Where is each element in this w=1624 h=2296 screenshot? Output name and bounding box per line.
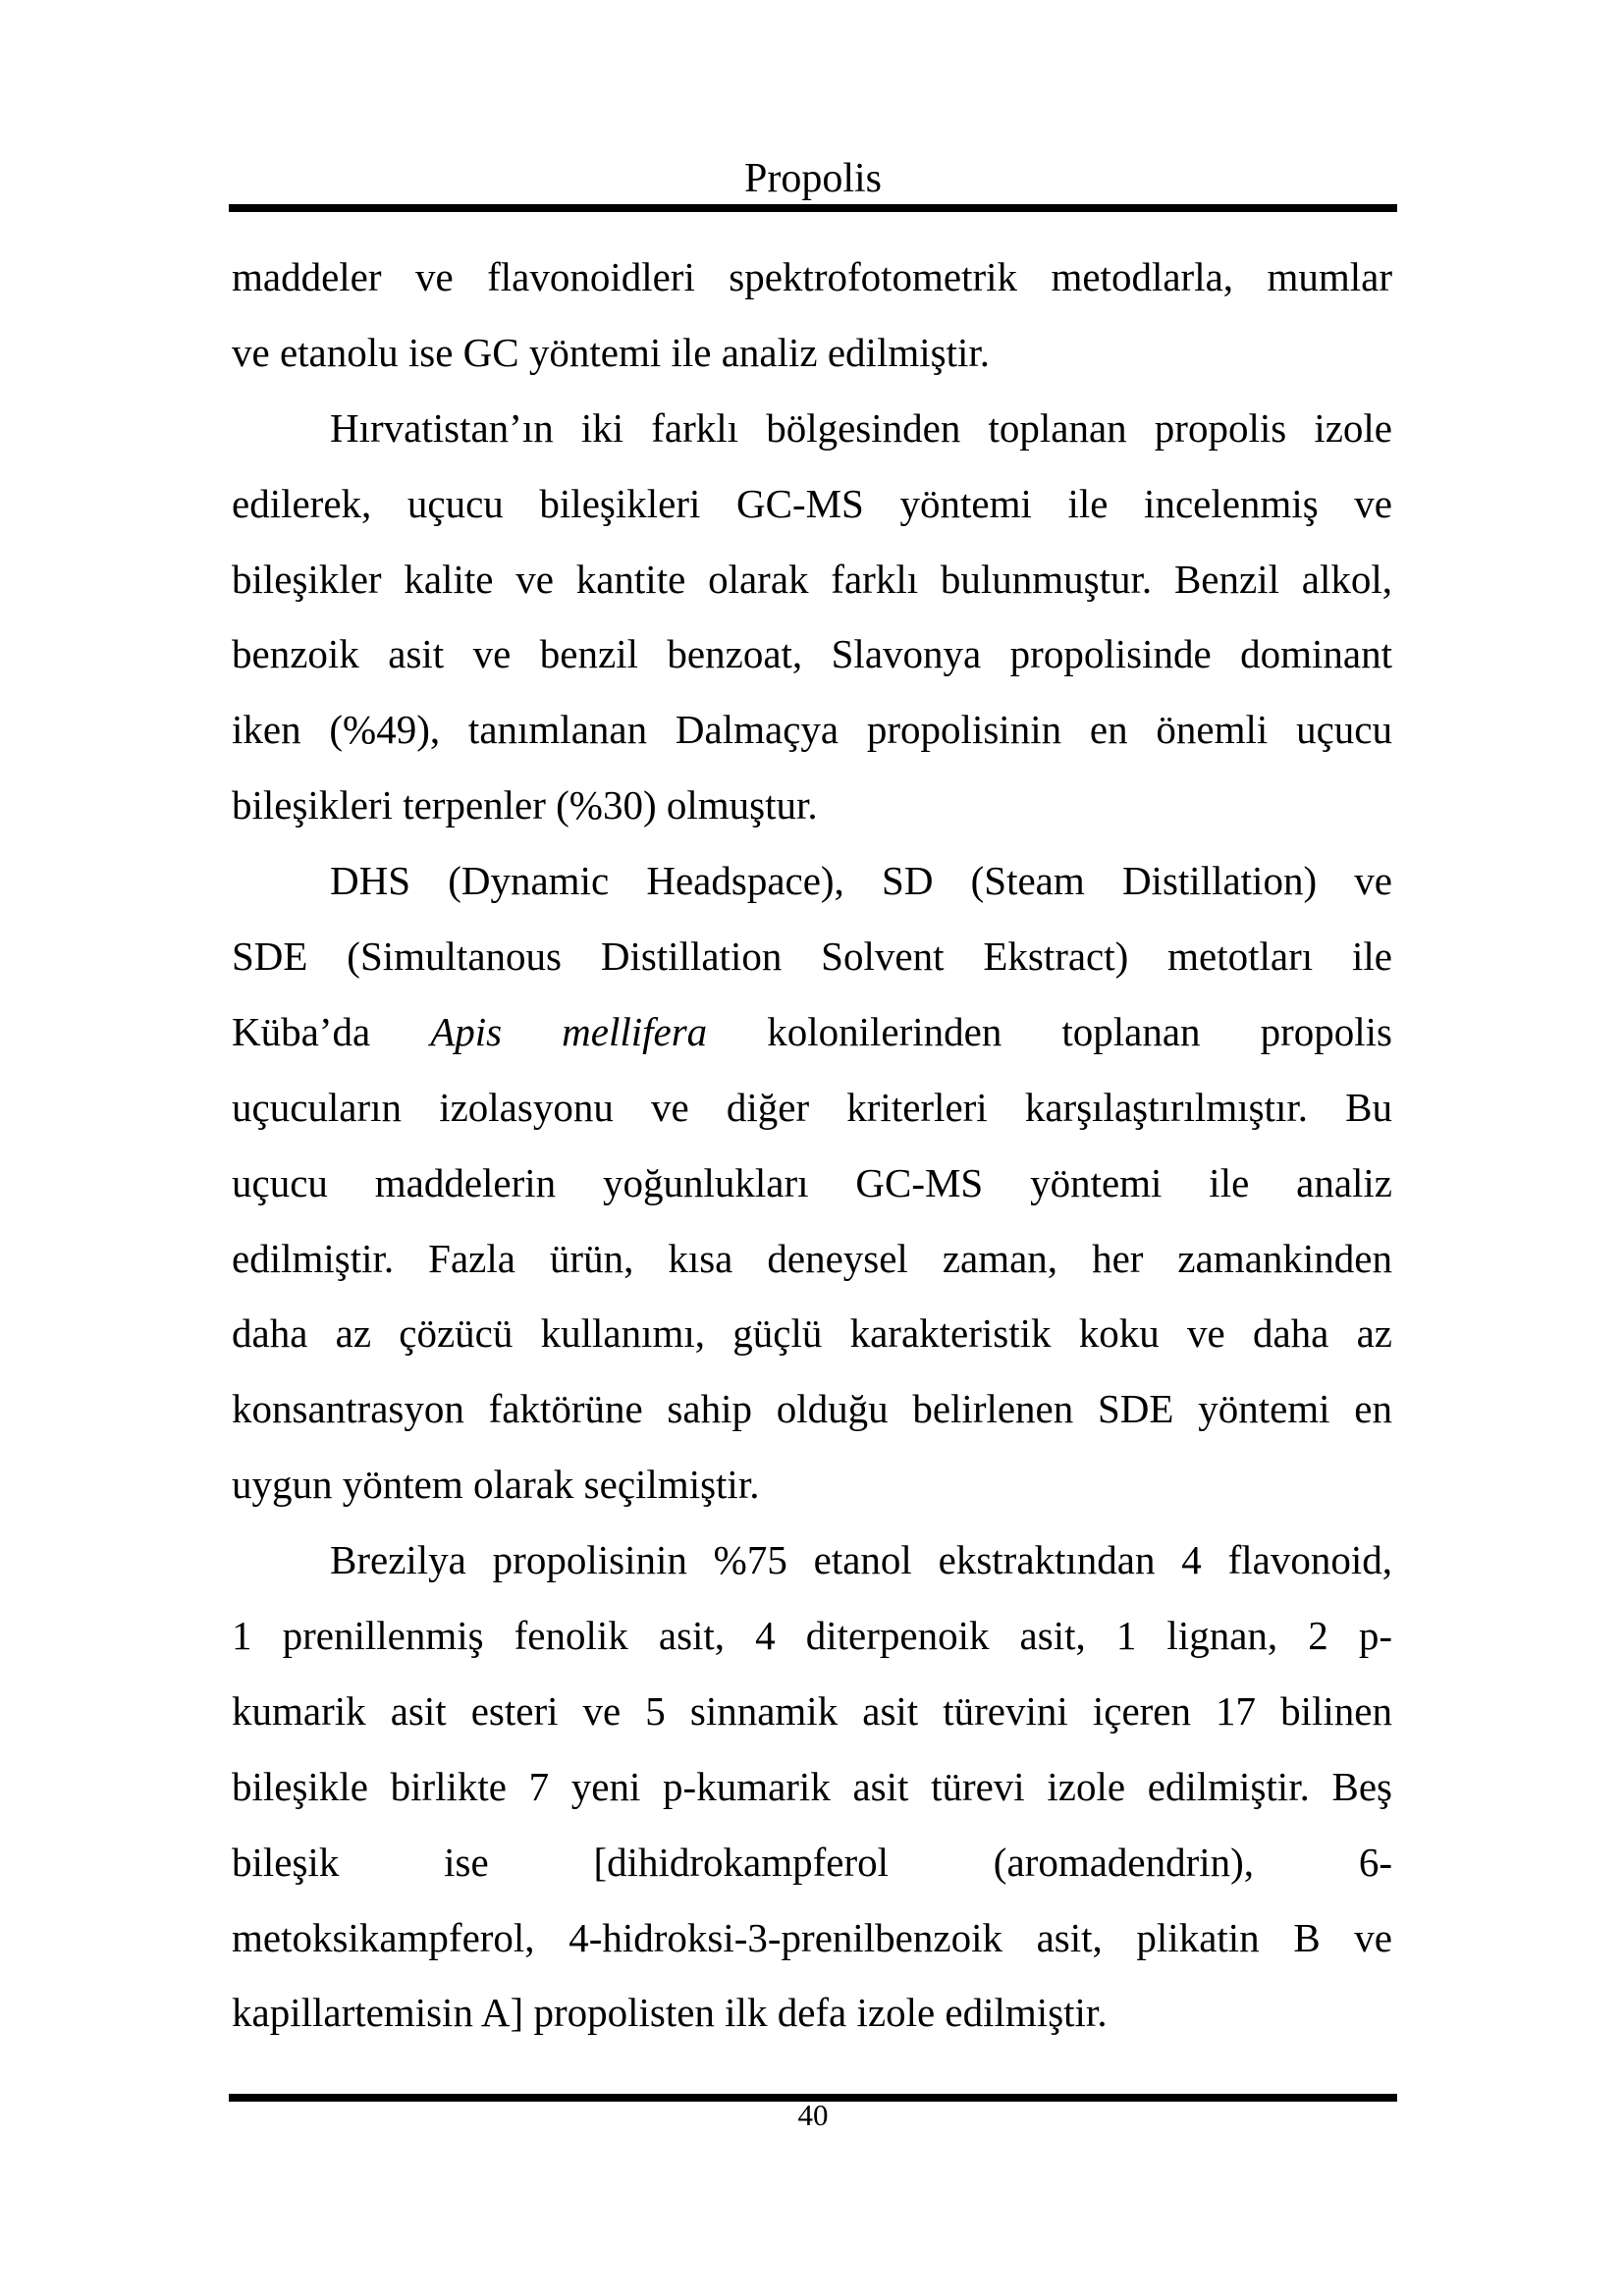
text-line: 1 prenillenmiş fenolik asit, 4 diterpenoik asit, 1 lignan, 2 p- xyxy=(232,1613,1392,1659)
text-line: edilerek, uçucu bileşikleri GC-MS yöntemi ile incelenmiş ve xyxy=(232,480,1392,526)
text-line: bileşikleri terpenler (%30) olmuştur. xyxy=(232,782,818,828)
header-rule xyxy=(229,204,1397,212)
text-line: bileşik ise [dihidrokampferol (aromadendrin), 6- xyxy=(232,1839,1392,1885)
text-line: iken (%49), tanımlanan Dalmaçya propolisinin en önemli uçucu xyxy=(232,707,1392,753)
body-text xyxy=(232,251,1392,2062)
text-line: maddeler ve flavonoidleri spektrofotometrik metodlarla, mumlar xyxy=(232,254,1392,299)
text-line: daha az çözücü kullanımı, güçlü karakteristik koku ve daha az xyxy=(232,1310,1392,1357)
text-line: SDE (Simultanous Distillation Solvent Ekstract) metotları ile xyxy=(232,934,1392,980)
text-line: uçucuların izolasyonu ve diğer kriterleri karşılaştırılmıştır. Bu xyxy=(232,1084,1392,1130)
running-head-title: Propolis xyxy=(743,156,883,201)
text-line: DHS (Dynamic Headspace), SD (Steam Distillation) ve xyxy=(330,858,1392,904)
text-line: uçucu maddelerin yoğunlukları GC-MS yöntemi ile analiz xyxy=(232,1159,1392,1205)
text-line: ve etanolu ise GC yöntemi ile analiz edilmiştir. xyxy=(232,329,990,375)
text-line xyxy=(232,1006,1392,1082)
text-line: metoksikampferol, 4-hidroksi-3-prenilbenzoik asit, plikatin B ve xyxy=(232,1914,1392,1960)
text-line: Brezilya propolisinin %75 etanol ekstraktından 4 flavonoid, xyxy=(330,1537,1392,1583)
paragraph xyxy=(232,1534,1392,2062)
text-run: Küba’da xyxy=(232,1008,431,1054)
text-line: kumarik asit esteri ve 5 sinnamik asit türevini içeren 17 bilinen xyxy=(232,1687,1392,1734)
text-line: bileşikler kalite ve kantite olarak farklı bulunmuştur. Benzil alkol, xyxy=(232,556,1392,602)
text-run: kolonilerinden toplanan propolis xyxy=(707,1008,1392,1054)
page-number: 40 xyxy=(797,2098,829,2132)
text-line: bileşikle birlikte 7 yeni p-kumarik asit türevi izole edilmiştir. Beş xyxy=(232,1763,1392,1809)
paragraph xyxy=(232,251,1392,402)
text-line: uygun yöntem olarak seçilmiştir. xyxy=(232,1462,760,1508)
text-line: Hırvatistan’ın iki farklı bölgesinden toplanan propolis izole xyxy=(330,404,1392,451)
text-line: edilmiştir. Fazla ürün, kısa deneysel zaman, her zamankinden xyxy=(232,1235,1392,1281)
species-name-italic: Apis mellifera xyxy=(430,1008,708,1054)
text-line: kapillartemisin A] propolisten ilk defa izole edilmiştir. xyxy=(232,1990,1108,2036)
paragraph xyxy=(232,855,1392,1534)
paragraph xyxy=(232,402,1392,855)
text-line: konsantrasyon faktörüne sahip olduğu belirlenen SDE yöntemi en xyxy=(232,1386,1392,1432)
text-line: benzoik asit ve benzil benzoat, Slavonya propolisinde dominant xyxy=(232,631,1392,677)
